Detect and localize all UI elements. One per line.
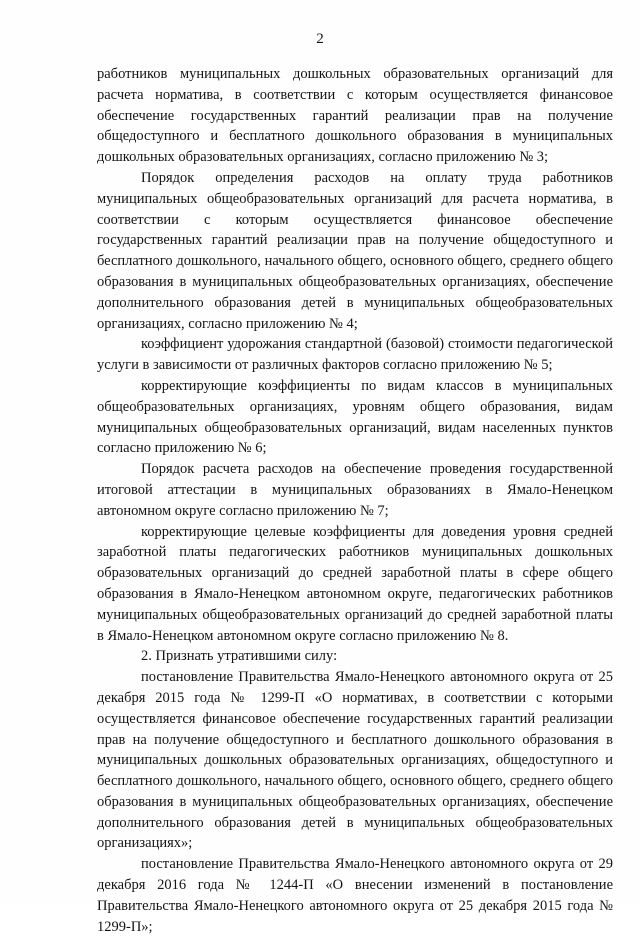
paragraph-final-attestation: Порядок расчета расходов на обеспечение проведения государственной итоговой аттестации в муниципальных образованиях в Ямало-Ненецком автономном округе согласно приложению № 7; <box>97 461 613 519</box>
paragraph-target-coefficients: корректирующие целевые коэффициенты для доведения уровня средней заработной платы педагогических работников муниципальных дошкольных образовательных организаций до средней заработной платы в сфере общего образования в Ямало-Ненецком автономном округе, педагогических работников муниципальных общеобразовательных организаций до средней заработной платы в Ямало-Ненецком автономном округе согласно приложению № 8. <box>97 523 613 644</box>
document-body <box>97 64 613 937</box>
page-number: 2 <box>316 31 324 47</box>
paragraph-continuation: работников муниципальных дошкольных образовательных организаций для расчета норматива, в соответствии с которым осуществляется финансовое обеспечение государственных гарантий реализации прав на получение общедоступного и бесплатного дошкольного образования в муниципальных дошкольных образовательных организациях, согласно приложению № 3; <box>97 66 613 166</box>
paragraph-repeal-heading: 2. Признать утратившими силу: <box>141 648 338 665</box>
paragraph-correcting-coefficients: корректирующие коэффициенты по видам классов в муниципальных общеобразовательных организациях, уровням общего образования, видам муниципальных общеобразовательных организаций, видам населенных пунктов согласно приложению № 6; <box>97 377 613 457</box>
paragraph-resolution-1244: постановление Правительства Ямало-Ненецкого автономного округа от 29 декабря 2016 года № 1244-П «О внесении изменений в постановление Правительства Ямало-Ненецкого автономного округа от 25 декабря 2015 года № 1299-П»; <box>97 856 613 935</box>
paragraph-cost-coefficient: коэффициент удорожания стандартной (базовой) стоимости педагогической услуги в зависимости от различных факторов согласно приложению № 5; <box>97 336 613 374</box>
paragraph-teacher-salary-order: Порядок определения расходов на оплату труда работников муниципальных общеобразовательных организаций для расчета норматива, в соответствии с которым осуществляется финансовое обеспечение государственных гарантий реализации прав на получение общедоступного и бесплатного дошкольного, начального общего, основного общего, среднего общего образования в муниципальных общеобразовательных организациях, обеспечение дополнительного образования детей в муниципальных общеобразовательных организациях, согласно приложению № 4; <box>97 169 613 332</box>
paragraph-resolution-1299: постановление Правительства Ямало-Ненецкого автономного округа от 25 декабря 2015 года № 1299-П «О нормативах, в соответствии с которыми осуществляется финансовое обеспечение государственных гарантий реализации прав на получение общедоступного и бесплатного дошкольного образования в муниципальных дошкольных образовательных организациях, общедоступного и бесплатного дошкольного, начального общего, основного общего, среднего общего образования в муниципальных общеобразовательных организациях, обеспечение дополнительного образования детей в муниципальных общеобразовательных организациях»; <box>97 669 613 852</box>
